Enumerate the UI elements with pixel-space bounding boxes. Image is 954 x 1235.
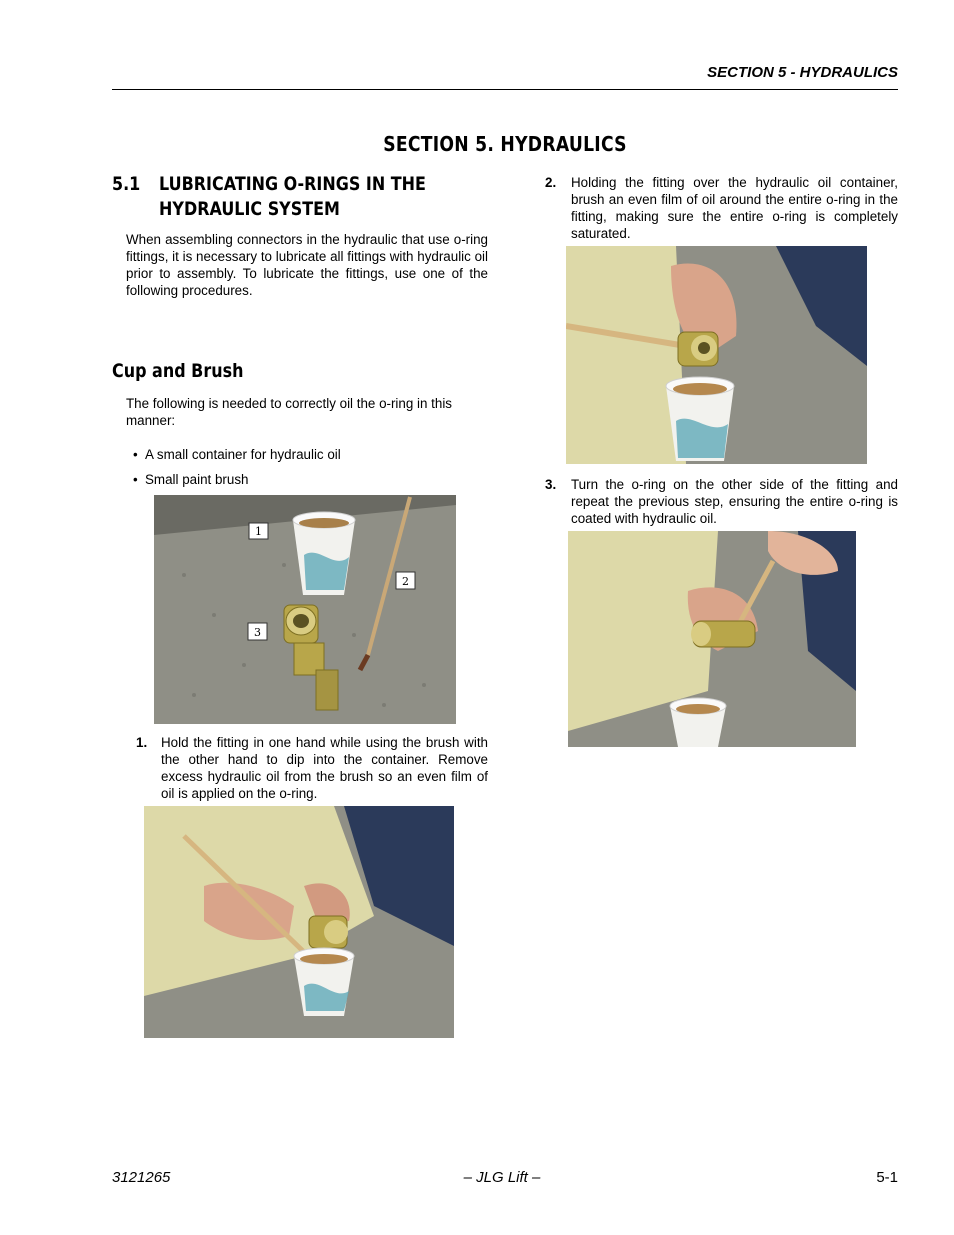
running-head: SECTION 5 - HYDRAULICS <box>707 64 898 81</box>
callout-2: 2 <box>402 575 409 588</box>
bullet-item: • A small container for hydraulic oil <box>133 447 341 462</box>
bullet-item: • Small paint brush <box>133 472 249 487</box>
bullet-text: Small paint brush <box>145 472 249 487</box>
footer-center: – JLG Lift – <box>463 1169 541 1186</box>
callout-3: 3 <box>254 626 261 639</box>
header-rule <box>112 89 898 90</box>
section-title: SECTION 5. HYDRAULICS <box>383 132 627 156</box>
subsection-intro: When assembling connectors in the hydraulic that use o-ring fittings, it is necessary to lubricate all fittings with hydraulic oil prior to assembly. To lubricate the fittings, use one of the following procedures. <box>126 232 488 298</box>
photo-step-3-turn-fitting <box>568 531 856 747</box>
subsection-number: 5.1 <box>112 173 141 195</box>
cup-and-brush-intro: The following is needed to correctly oil the o-ring in this manner: <box>126 396 453 428</box>
subsection-title-line2: HYDRAULIC SYSTEM <box>159 198 340 220</box>
bullet-text: A small container for hydraulic oil <box>145 447 341 462</box>
step-text: Hold the fitting in one hand while using the brush with the other hand to dip into the container. Remove excess hydraulic oil from the brush so an even film of oil is applied on the o-ring. <box>161 735 488 801</box>
step-3 <box>545 476 898 528</box>
cup-and-brush-heading: Cup and Brush <box>112 360 244 382</box>
photo-items-needed <box>154 495 456 724</box>
footer-page-number: 5-1 <box>876 1169 898 1186</box>
footer-doc-number: 3121265 <box>112 1169 171 1186</box>
photo-step-2-brush-oring <box>566 246 867 464</box>
step-number: 2. <box>545 175 557 190</box>
step-number: 1. <box>136 735 148 750</box>
step-number: 3. <box>545 477 557 492</box>
subsection-title-line1: LUBRICATING O-RINGS IN THE <box>159 173 426 195</box>
step-2 <box>545 174 898 244</box>
subsection-heading <box>112 172 465 222</box>
step-1 <box>136 734 488 804</box>
step-text: Turn the o-ring on the other side of the fitting and repeat the previous step, ensuring the entire o-ring is coated with hydraulic oil. <box>571 477 898 526</box>
step-text: Holding the fitting over the hydraulic oil container, brush an even film of oil around the entire o-ring in the fitting, making sure the entire o-ring is completely saturated. <box>571 175 898 241</box>
callout-1: 1 <box>255 525 262 538</box>
photo-step-1-dip-brush <box>144 806 454 1038</box>
